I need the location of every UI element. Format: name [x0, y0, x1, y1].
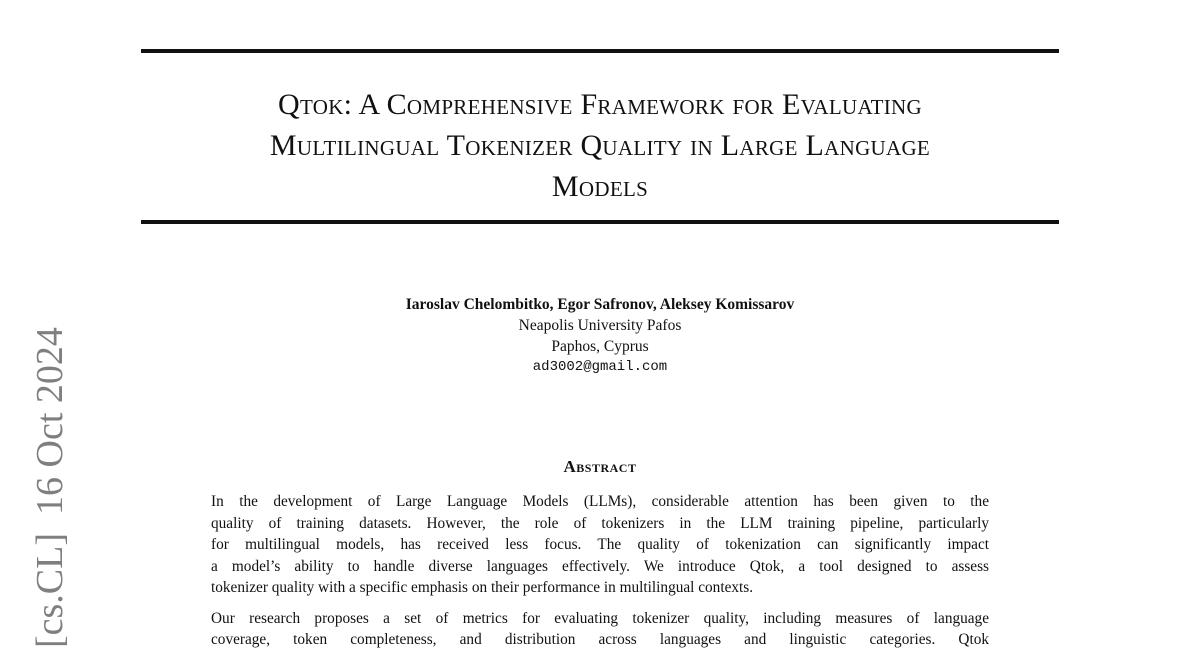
abstract-paragraph-1	[211, 491, 989, 599]
abstract-p1-line: for multilingual models, has received less focus. The quality of tokenization can significantly impact	[211, 536, 989, 553]
arxiv-side-stamp	[30, 309, 70, 648]
title-line-3: Models	[551, 170, 649, 203]
abstract-p2-line: Our research proposes a set of metrics for evaluating tokenizer quality, including measures of language	[211, 609, 989, 627]
author-affiliation: Neapolis University Pafos	[518, 317, 682, 334]
author-location: Paphos, Cyprus	[551, 338, 649, 355]
abstract-paragraph-2	[211, 608, 989, 651]
title-rule-top	[141, 49, 1059, 53]
author-names: Iaroslav Chelombitko, Egor Safronov, Aleksey Komissarov	[405, 296, 795, 313]
abstract-body	[211, 491, 989, 660]
title-line-1: Qtok: A Comprehensive Framework for Evaluating	[278, 88, 922, 121]
arxiv-date: 16 Oct 2024	[29, 327, 71, 515]
abstract-p1-line: quality of training datasets. However, the role of tokenizers in the LLM training pipeline, particularly	[211, 514, 989, 532]
author-email: ad3002@gmail.com	[532, 359, 668, 375]
abstract-heading: Abstract	[563, 457, 637, 476]
arxiv-category: [cs.CL]	[29, 532, 71, 648]
abstract-p2-line: coverage, token completeness, and distribution across languages and linguistic categories. Qtok	[211, 631, 989, 648]
paper-title	[141, 84, 1059, 207]
author-block	[141, 294, 1059, 378]
abstract-p1-line: a model’s ability to handle diverse languages effectively. We introduce Qtok, a tool designed to assess	[211, 557, 989, 575]
abstract-p1-line: In the development of Large Language Models (LLMs), considerable attention has been given to the	[211, 493, 989, 510]
title-line-2: Multilingual Tokenizer Quality in Large Language	[269, 129, 931, 162]
title-rule-bottom	[141, 220, 1059, 224]
abstract-p1-line: tokenizer quality with a specific emphasis on their performance in multilingual contexts.	[211, 579, 754, 596]
